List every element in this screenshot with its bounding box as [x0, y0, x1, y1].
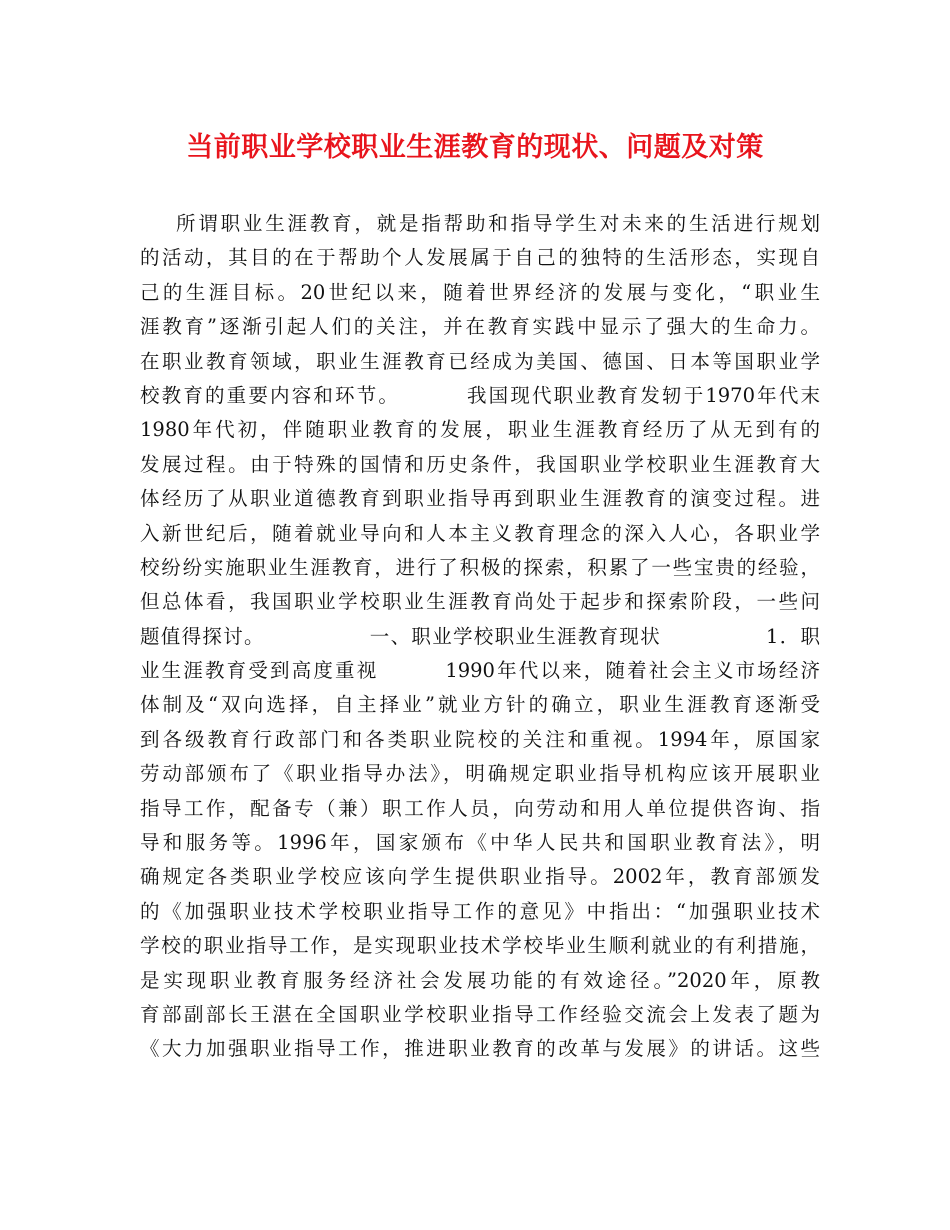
- body-line: 指导工作，配备专（兼）职工作人员，向劳动和用人单位提供咨询、指: [140, 796, 820, 820]
- body-line: 校纷纷实施职业生涯教育，进行了积极的探索，积累了一些宝贵的经验，: [140, 555, 820, 579]
- body-line: 育部副部长王湛在全国职业学校职业指导工作经验交流会上发表了题为: [140, 1002, 820, 1026]
- body-line: 校教育的重要内容和环节。 我国现代职业教育发轫于1970年代末: [140, 383, 820, 407]
- body-line: 到各级教育行政部门和各类职业院校的关注和重视。1994年，原国家: [140, 727, 820, 751]
- body-line: 业生涯教育受到高度重视 1990年代以来，随着社会主义市场经济: [140, 659, 820, 683]
- body-line: 入新世纪后，随着就业导向和人本主义教育理念的深入人心，各职业学: [140, 521, 820, 545]
- body-line: 但总体看，我国职业学校职业生涯教育尚处于起步和探索阶段，一些问: [140, 590, 820, 614]
- body-line: 己的生涯目标。20世纪以来，随着世界经济的发展与变化，“职业生: [140, 280, 820, 304]
- body-line: 劳动部颁布了《职业指导办法》，明确规定职业指导机构应该开展职业: [140, 762, 820, 786]
- body-line: 发展过程。由于特殊的国情和历史条件，我国职业学校职业生涯教育大: [140, 452, 820, 476]
- body-line: 所谓职业生涯教育，就是指帮助和指导学生对未来的生活进行规划: [140, 212, 820, 235]
- body-line: 体制及“双向选择，自主择业”就业方针的确立，职业生涯教育逐渐受: [140, 693, 820, 717]
- body-line: 的活动，其目的在于帮助个人发展属于自己的独特的生活形态，实现自: [140, 246, 820, 270]
- body-line: 题值得探讨。 一、职业学校职业生涯教育现状 1．职: [140, 624, 820, 648]
- body-line: 在职业教育领域，职业生涯教育已经成为美国、德国、日本等国职业学: [140, 349, 820, 373]
- body-line: 《大力加强职业指导工作，推进职业教育的改革与发展》的讲话。这些: [140, 1037, 820, 1061]
- body-line: 是实现职业教育服务经济社会发展功能的有效途径。”2020年，原教: [140, 968, 820, 992]
- body-line: 的《加强职业技术学校职业指导工作的意见》中指出：“加强职业技术: [140, 899, 820, 923]
- body-line: 学校的职业指导工作，是实现职业技术学校毕业生顺利就业的有利措施，: [140, 934, 820, 958]
- body-line: 1980年代初，伴随职业教育的发展，职业生涯教育经历了从无到有的: [140, 418, 820, 442]
- document-body: [140, 207, 820, 1067]
- body-line: 体经历了从职业道德教育到职业指导再到职业生涯教育的演变过程。进: [140, 487, 820, 511]
- document-title: 当前职业学校职业生涯教育的现状、问题及对策: [186, 132, 764, 163]
- body-line: 导和服务等。1996年，国家颁布《中华人民共和国职业教育法》，明: [140, 831, 820, 855]
- body-line: 涯教育”逐渐引起人们的关注，并在教育实践中显示了强大的生命力。: [140, 315, 820, 339]
- body-line: 确规定各类职业学校应该向学生提供职业指导。2002年，教育部颁发: [140, 865, 820, 889]
